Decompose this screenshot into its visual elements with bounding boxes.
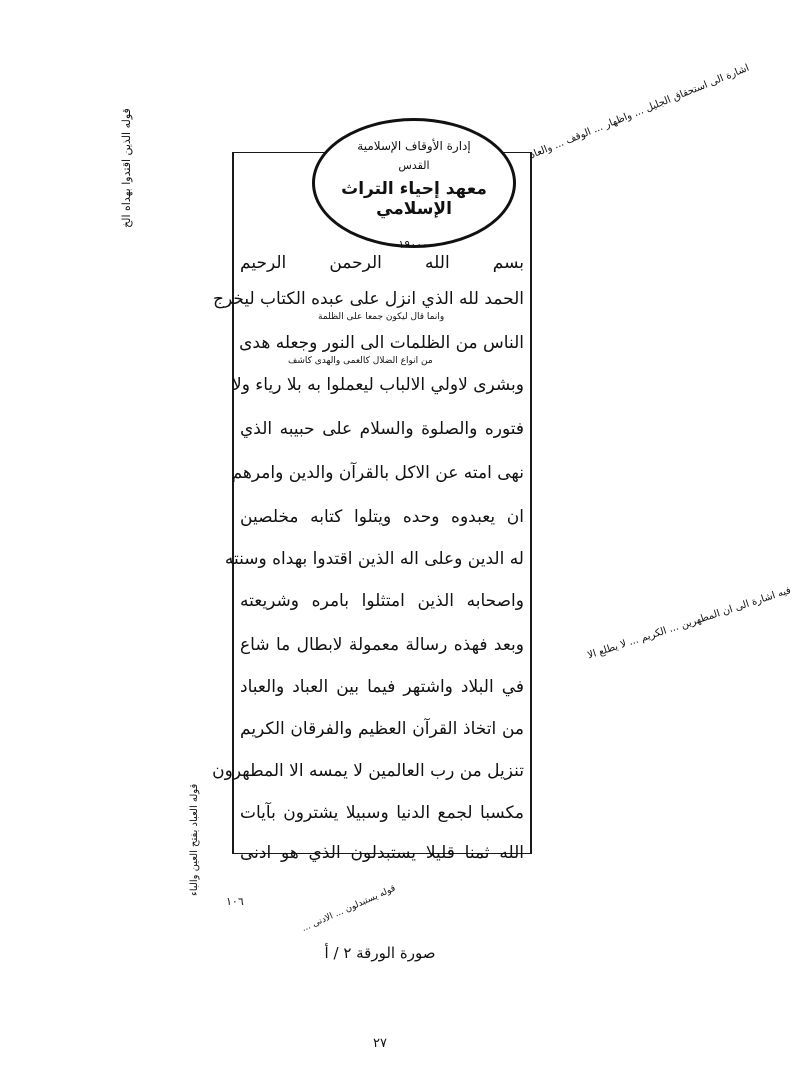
interlinear-gloss: من انواع الضلال كالعمى والهدى كاشف <box>288 356 433 366</box>
manuscript-line: بسم الله الرحمن الرحيم <box>240 253 524 273</box>
manuscript-line: وبعد فهذه رسالة معمولة لابطال ما شاع <box>240 635 524 655</box>
page-number: ٢٧ <box>373 1036 387 1051</box>
manuscript-line: تنزيل من رب العالمين لا يمسه الا المطهرون <box>212 761 524 781</box>
margin-note-bottom: قوله يستبدلون ... الادنى ... <box>300 883 398 935</box>
stamp-line-1: إدارة الأوقاف الإسلامية <box>357 139 471 153</box>
manuscript-line: الحمد لله الذي انزل على عبده الكتاب ليخرج <box>213 289 524 309</box>
manuscript-line: مكسبا لجمع الدنيا وسبيلا يشترون بآيات <box>240 803 524 823</box>
manuscript-line: وبشرى لاولي الالباب ليعملوا به بلا رياء ولا <box>232 375 524 395</box>
library-stamp <box>312 118 516 248</box>
margin-note-left-top: قوله الذين اقتدوا بهداه الخ <box>120 108 133 228</box>
manuscript-line: الله ثمنا قليلا يستبدلون الذي هو ادنى <box>240 843 524 863</box>
manuscript-line: فتوره والصلوة والسلام على حبيبه الذي <box>240 419 524 439</box>
manuscript-line: في البلاد واشتهر فيما بين العباد والعباد <box>240 677 524 697</box>
manuscript-line: من اتخاذ القرآن العظيم والفرقان الكريم <box>240 719 524 739</box>
manuscript-line: ان يعبدوه وحده ويتلوا كتابه مخلصين <box>240 507 524 527</box>
manuscript-line: الناس من الظلمات الى النور وجعله هدى <box>239 333 524 353</box>
folio-mark: ١٠٦ <box>226 895 244 908</box>
manuscript-line: نهى امته عن الاكل بالقرآن والدين وامرهم <box>231 463 524 483</box>
stamp-number: ١٩٠٠٠٠ <box>398 238 434 251</box>
figure-caption: صورة الورقة ٢ / أ <box>324 944 436 962</box>
margin-note-right-top: اشارة الى استحقاق الجليل ... واظهار ... الوقف ... والعاد <box>528 62 751 162</box>
stamp-line-3: معهد إحياء التراث الإسلامي <box>341 179 487 219</box>
margin-note-right-middle: فيه اشارة الى ان المطهرين ... الكريم ... لا يطلع الا <box>586 585 793 662</box>
interlinear-gloss: وانما قال ليكون جمعا على الظلمة <box>318 312 445 322</box>
stamp-line-2: القدس <box>398 159 430 172</box>
margin-note-left-bottom: قوله العباد بفتح العين والباء <box>189 783 200 896</box>
manuscript-line: واصحابه الذين امتثلوا بامره وشريعته <box>240 591 524 611</box>
manuscript-line: له الدين وعلى اله الذين اقتدوا بهداه وسنته <box>224 549 524 569</box>
